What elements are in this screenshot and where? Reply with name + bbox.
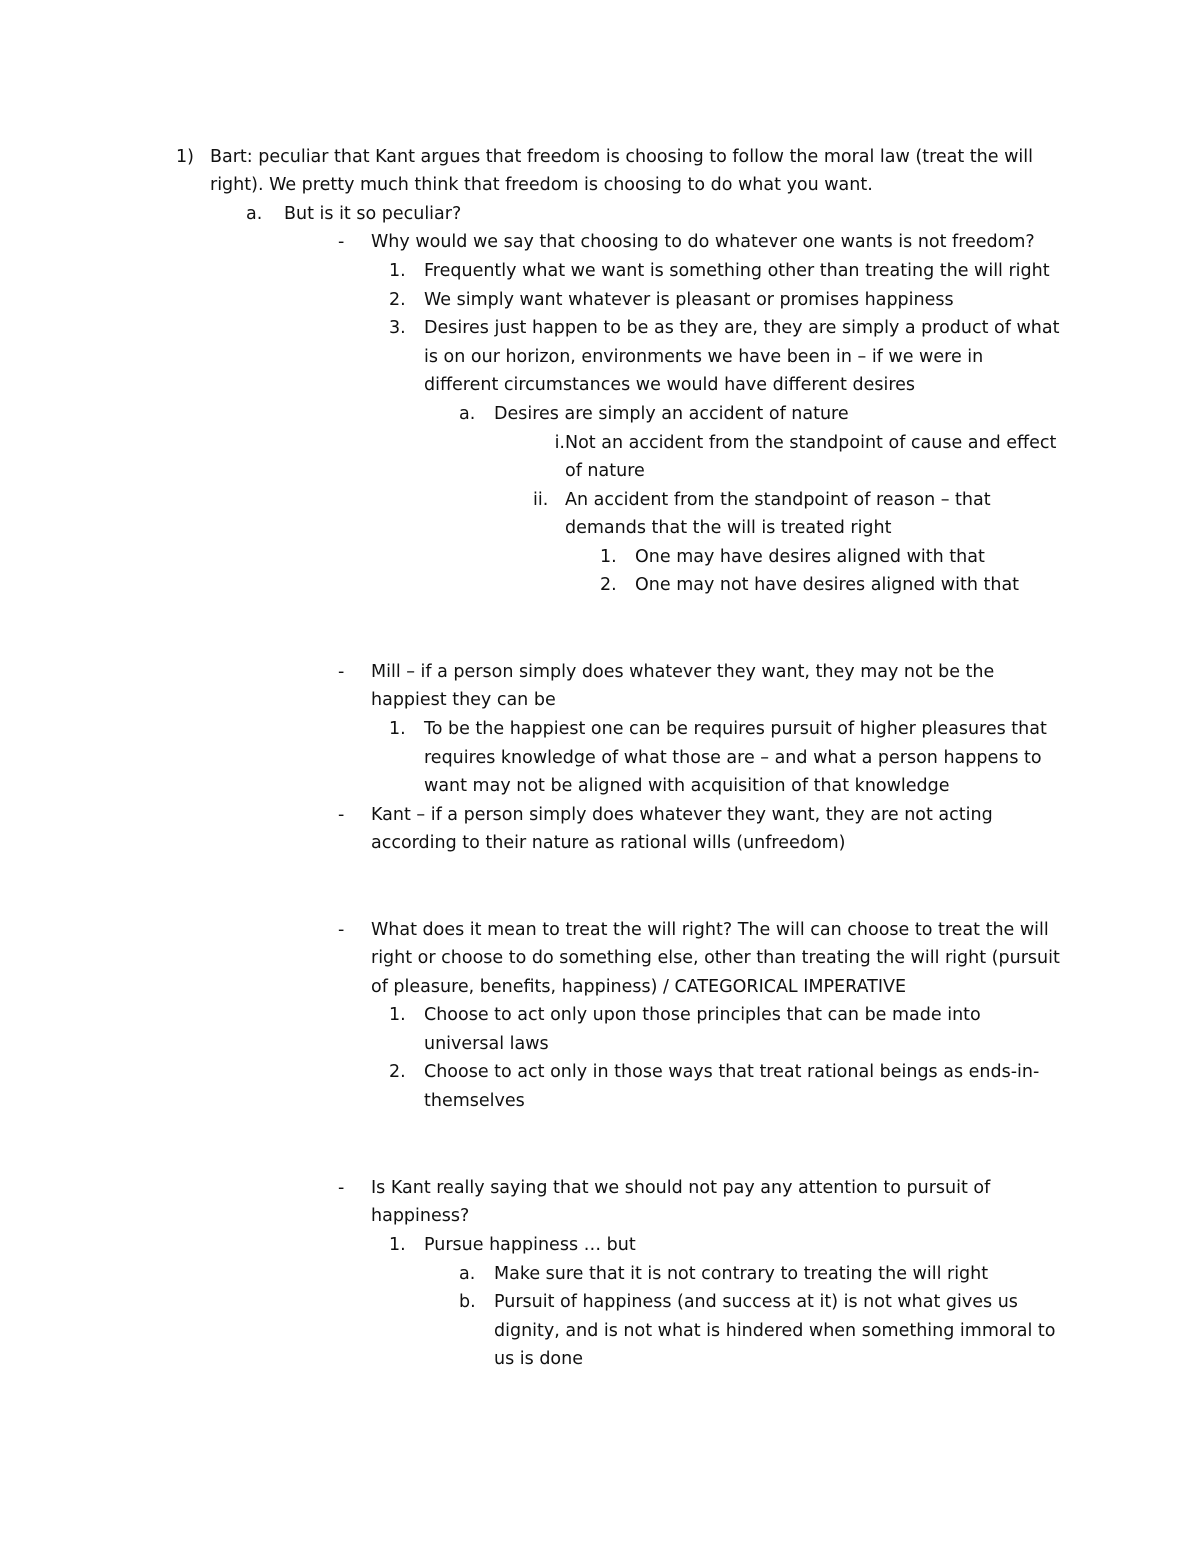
dash-item-continuation	[371, 973, 906, 1002]
numbered-item-3	[389, 314, 1059, 343]
list-marker: 2.	[600, 575, 617, 595]
paragraph-line: right). We pretty much think that freedom is choosing to do what you want.	[210, 175, 873, 195]
dash-marker: -	[338, 920, 345, 940]
list-marker: 1)	[176, 147, 194, 167]
list-marker: 3.	[389, 318, 406, 338]
paragraph-line: of nature	[565, 461, 645, 481]
nested-item-2	[600, 571, 1019, 600]
paragraph-line: Make sure that it is not contrary to treating the will right	[494, 1264, 989, 1284]
paragraph-line: different circumstances we would have different desires	[424, 375, 916, 395]
numbered-item-1	[389, 1231, 636, 1260]
paragraph-line: Why would we say that choosing to do whatever one wants is not freedom?	[371, 232, 1035, 252]
numbered-item-2	[389, 1058, 1039, 1087]
numbered-item-2	[389, 286, 954, 315]
list-marker: a.	[459, 404, 476, 424]
sub-item-a	[246, 200, 461, 229]
paragraph-line: Desires are simply an accident of nature	[494, 404, 849, 424]
paragraph-line: us is done	[494, 1349, 583, 1369]
dash-item-freedom	[338, 228, 1035, 257]
paragraph-line: Choose to act only upon those principles that can be made into	[424, 1005, 981, 1025]
paragraph-line: Not an accident from the standpoint of cause and effect	[565, 433, 1057, 453]
roman-item-ii-continuation	[565, 514, 892, 543]
numbered-item-3-continuation	[424, 371, 915, 400]
numbered-item-1-continuation	[424, 744, 1042, 773]
paragraph-line: What does it mean to treat the will right? The will can choose to treat the will	[371, 920, 1049, 940]
paragraph-line: But is it so peculiar?	[284, 204, 462, 224]
list-marker: ii.	[533, 490, 549, 510]
numbered-item-1	[389, 1001, 981, 1030]
paragraph-line: Is Kant really saying that we should not pay any attention to pursuit of	[371, 1178, 991, 1198]
paragraph-line: An accident from the standpoint of reason – that	[565, 490, 991, 510]
list-marker: 1.	[389, 719, 406, 739]
dash-item-mill-continuation	[371, 686, 556, 715]
paragraph-line: Choose to act only in those ways that treat rational beings as ends-in-	[424, 1062, 1040, 1082]
paragraph-line: dignity, and is not what is hindered when something immoral to	[494, 1321, 1056, 1341]
roman-item-i-continuation	[565, 457, 645, 486]
sub-item-b	[459, 1288, 1018, 1317]
paragraph-line: requires knowledge of what those are – and what a person happens to	[424, 748, 1042, 768]
paragraph-line: One may not have desires aligned with that	[635, 575, 1020, 595]
sub-item-3a	[459, 400, 849, 429]
list-marker: 1.	[600, 547, 617, 567]
paragraph-line: happiness?	[371, 1206, 470, 1226]
paragraph-line: To be the happiest one can be requires pursuit of higher pleasures that	[424, 719, 1047, 739]
numbered-item-1-continuation	[424, 772, 950, 801]
nested-item-1	[600, 543, 985, 572]
paragraph-line: Pursuit of happiness (and success at it) is not what gives us	[494, 1292, 1018, 1312]
roman-item-i	[533, 429, 1056, 458]
sub-item-a	[459, 1260, 988, 1289]
paragraph-line: themselves	[424, 1091, 525, 1111]
list-marker: 2.	[389, 1062, 406, 1082]
paragraph-line: universal laws	[424, 1034, 549, 1054]
dash-item-continuation	[371, 1202, 469, 1231]
dash-item-mill	[338, 658, 994, 687]
outline-item-1-continuation	[210, 171, 873, 200]
list-marker: b.	[459, 1292, 476, 1312]
paragraph-line: Bart: peculiar that Kant argues that freedom is choosing to follow the moral law (treat the will	[210, 147, 1033, 167]
paragraph-line: according to their nature as rational wills (unfreedom)	[371, 833, 846, 853]
paragraph-line: Pursue happiness … but	[424, 1235, 636, 1255]
list-marker: i.	[554, 433, 565, 453]
dash-marker: -	[338, 662, 345, 682]
dash-item-kant	[338, 801, 993, 830]
paragraph-line: Desires just happen to be as they are, they are simply a product of what	[424, 318, 1060, 338]
paragraph-line: Mill – if a person simply does whatever they want, they may not be the	[371, 662, 995, 682]
list-marker: 1.	[389, 1235, 406, 1255]
dash-item-continuation	[371, 944, 1060, 973]
numbered-item-3-continuation	[424, 343, 983, 372]
dash-marker: -	[338, 1178, 345, 1198]
paragraph-line: happiest they can be	[371, 690, 556, 710]
numbered-item-1-continuation	[424, 1030, 549, 1059]
paragraph-line: right or choose to do something else, other than treating the will right (pursuit	[371, 948, 1060, 968]
numbered-item-2-continuation	[424, 1087, 525, 1116]
dash-item-kant-continuation	[371, 829, 845, 858]
numbered-item-1	[389, 257, 1050, 286]
list-marker: a.	[459, 1264, 476, 1284]
paragraph-line: Frequently what we want is something other than treating the will right	[424, 261, 1050, 281]
dash-item-treat-will-right	[338, 916, 1049, 945]
paragraph-line: One may have desires aligned with that	[635, 547, 985, 567]
list-marker: 2.	[389, 290, 406, 310]
dash-marker: -	[338, 805, 345, 825]
list-marker: 1.	[389, 1005, 406, 1025]
outline-item-1	[176, 143, 1033, 172]
paragraph-line: We simply want whatever is pleasant or promises happiness	[424, 290, 954, 310]
paragraph-line: demands that the will is treated right	[565, 518, 892, 538]
paragraph-line: Kant – if a person simply does whatever they want, they are not acting	[371, 805, 993, 825]
paragraph-line: is on our horizon, environments we have been in – if we were in	[424, 347, 984, 367]
dash-marker: -	[338, 232, 345, 252]
sub-item-b-continuation	[494, 1317, 1056, 1346]
list-marker: 1.	[389, 261, 406, 281]
list-marker: a.	[246, 204, 263, 224]
roman-item-ii	[533, 486, 991, 515]
paragraph-line: of pleasure, benefits, happiness) / CATEGORICAL IMPERATIVE	[371, 977, 907, 997]
dash-item-happiness	[338, 1174, 990, 1203]
numbered-item-1	[389, 715, 1047, 744]
sub-item-b-continuation	[494, 1345, 583, 1374]
paragraph-line: want may not be aligned with acquisition of that knowledge	[424, 776, 950, 796]
